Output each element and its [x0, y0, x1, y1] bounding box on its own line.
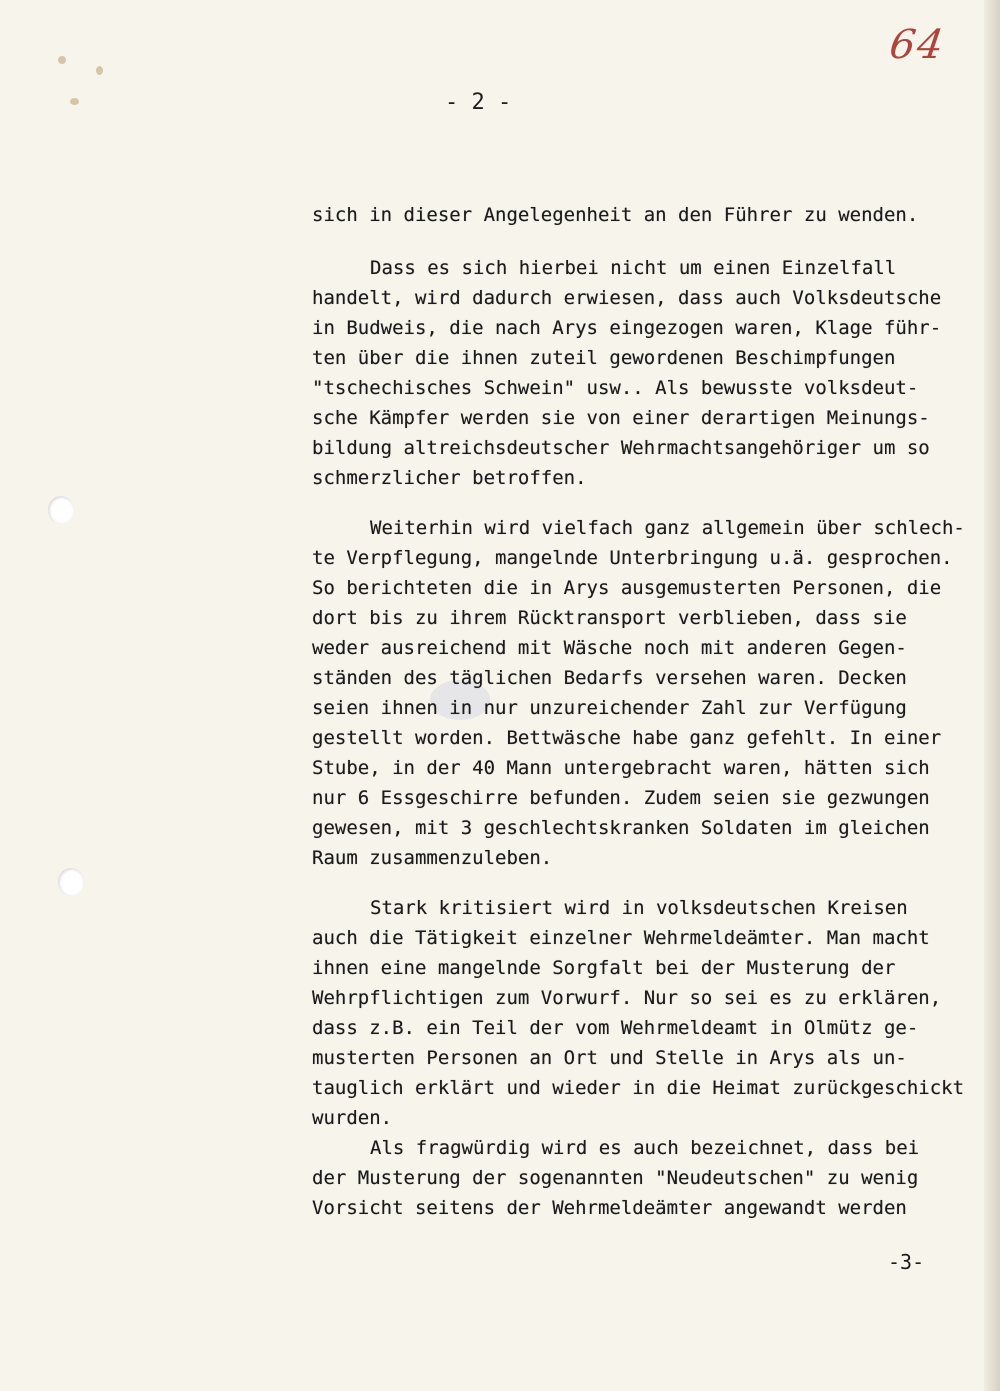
text-line: "tschechisches Schwein" usw.. Als bewusste volksdeut- [312, 377, 919, 399]
paper-stain [70, 98, 79, 105]
paper-edge [984, 0, 1000, 1391]
text-line: handelt, wird dadurch erwiesen, dass auch Volksdeutsche [312, 287, 942, 309]
text-line: ten über die ihnen zuteil gewordenen Beschimpfungen [312, 347, 896, 369]
text-line: gestellt worden. Bettwäsche habe ganz gefehlt. In einer [312, 727, 942, 749]
paper-stain [96, 66, 103, 75]
text-line: seien ihnen in nur unzureichender Zahl zur Verfügung [312, 697, 907, 719]
text-line: weder ausreichend mit Wäsche noch mit anderen Gegen- [312, 637, 907, 659]
text-line: in Budweis, die nach Arys eingezogen waren, Klage führ- [312, 317, 942, 339]
punch-hole-lower [58, 868, 84, 896]
text-line: Vorsicht seitens der Wehrmeldeämter angewandt werden [312, 1197, 907, 1219]
text-line: der Musterung der sogenannten "Neudeutschen" zu wenig [312, 1167, 919, 1189]
text-line: So berichteten die in Arys ausgemusterten Personen, die [312, 577, 942, 599]
text-line: Wehrpflichtigen zum Vorwurf. Nur so sei es zu erklären, [312, 987, 942, 1009]
text-line: musterten Personen an Ort und Stelle in Arys als un- [312, 1047, 907, 1069]
text-line: Weiterhin wird vielfach ganz allgemein über schlech- [370, 517, 965, 539]
text-line: gewesen, mit 3 geschlechtskranken Soldaten im gleichen [312, 817, 930, 839]
text-line: Stube, in der 40 Mann untergebracht waren, hätten sich [312, 757, 930, 779]
text-line: Raum zusammenzuleben. [312, 847, 553, 869]
text-line: dass z.B. ein Teil der vom Wehrmeldeamt in Olmütz ge- [312, 1017, 919, 1039]
text-line: tauglich erklärt und wieder in die Heimat zurückgeschickt [312, 1077, 965, 1099]
text-line: Als fragwürdig wird es auch bezeichnet, dass bei [370, 1137, 920, 1159]
text-line: bildung altreichsdeutscher Wehrmachtsangehöriger um so [312, 437, 930, 459]
page-number: - 2 - [445, 90, 512, 115]
text-line: Stark kritisiert wird in volksdeutschen Kreisen [370, 897, 908, 919]
text-line: ihnen eine mangelnde Sorgfalt bei der Musterung der [312, 957, 896, 979]
text-line: te Verpflegung, mangelnde Unterbringung u.ä. gesprochen. [312, 547, 953, 569]
text-line: Dass es sich hierbei nicht um einen Einzelfall [370, 257, 897, 279]
text-line: dort bis zu ihrem Rücktransport verblieben, dass sie [312, 607, 907, 629]
text-line: auch die Tätigkeit einzelner Wehrmeldeämter. Man macht [312, 927, 930, 949]
paper-stain [58, 56, 66, 64]
text-line: ständen des täglichen Bedarfs versehen waren. Decken [312, 667, 907, 689]
handwritten-folio-number: 64 [886, 22, 949, 68]
punch-hole-upper [48, 496, 74, 524]
text-line: sich in dieser Angelegenheit an den Führer zu wenden. [312, 204, 919, 226]
text-line: wurden. [312, 1107, 393, 1129]
text-line: schmerzlicher betroffen. [312, 467, 587, 489]
text-line: sche Kämpfer werden sie von einer derartigen Meinungs- [312, 407, 930, 429]
text-line: nur 6 Essgeschirre befunden. Zudem seien sie gezwungen [312, 787, 930, 809]
next-page-marker: -3- [888, 1250, 925, 1274]
